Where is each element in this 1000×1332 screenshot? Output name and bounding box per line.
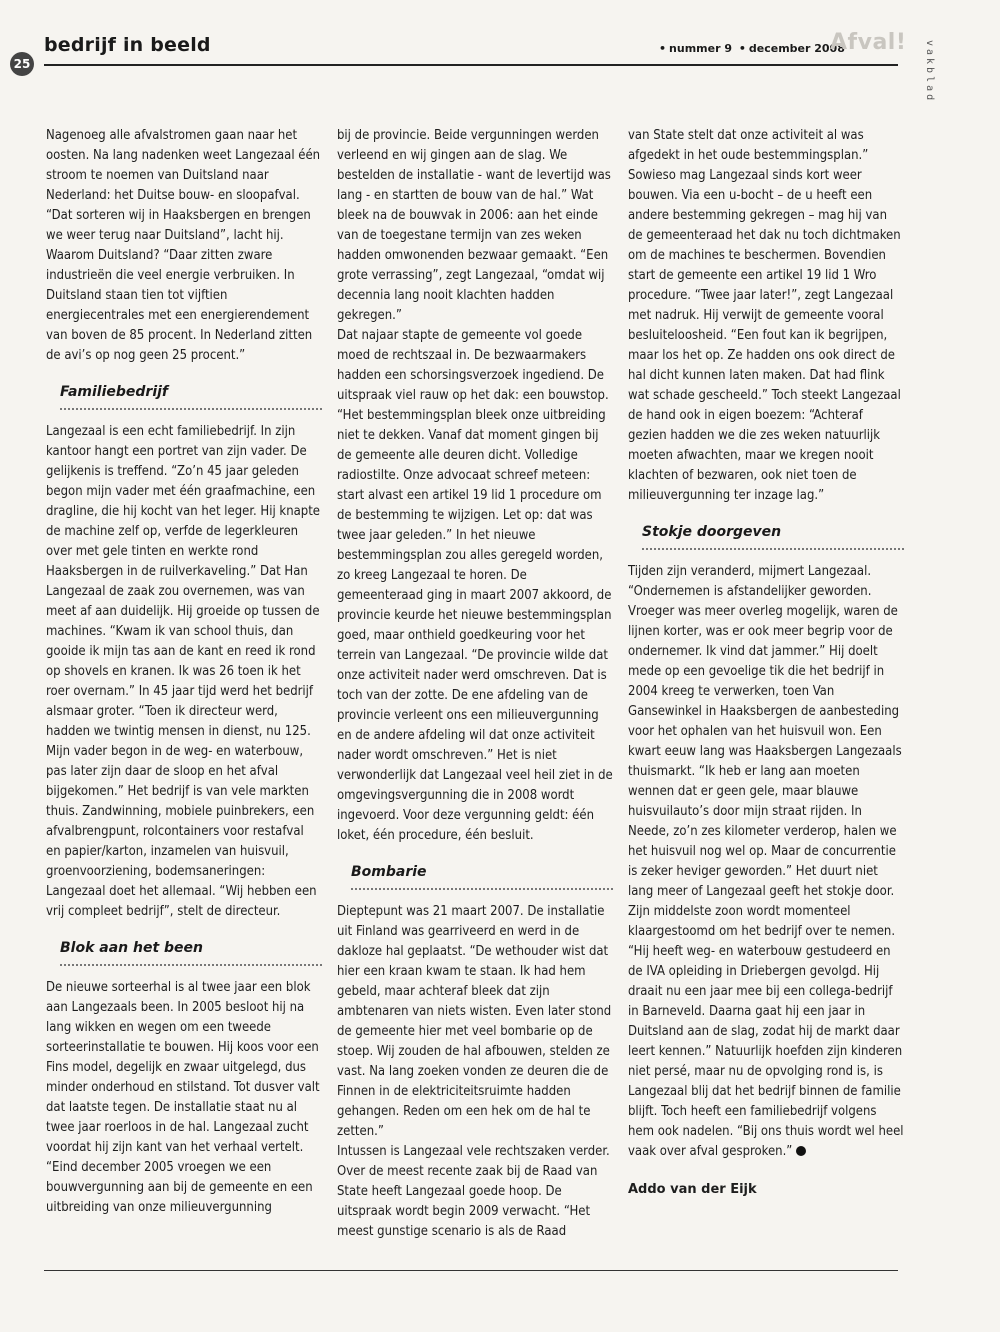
page-number-badge: 25 bbox=[10, 52, 34, 76]
article-column-3 bbox=[628, 126, 904, 1200]
paragraph: Nagenoeg alle afvalstromen gaan naar het oosten. Na lang nadenken weet Langezaal één stroom te noemen van Duitsland naar Nederland: het Duitse bouw- en sloopafval. “Dat sorteren wij in Haaksbergen en brengen we weer terug naar Duitsland”, lacht hij. Waarom Duitsland? “Daar zitten zware industrieën die veel energie verbruiken. In Duitsland staan tien tot vijftien energiecentrales met een energierendement van boven de 85 procent. In Nederland zitten de avi’s op nog geen 25 procent.” bbox=[46, 128, 321, 363]
subheading: Blok aan het been bbox=[60, 940, 204, 956]
paragraph-text: Tijden zijn veranderd, mijmert Langezaal. “Ondernemen is afstandelijker geworden. Vroeger was meer overleg mogelijk, waren de lijnen korter, was er ook meer begrip voor de ondernemer. Ik vind dat jammer.” Hij doelt mede op een gevoelige tik die het bedrijf in 2004 kreeg te verwerken, toen Van Gansewinkel in Haaksbergen de aanbesteding voor het ophalen van het huisvuil won. Een kwart eeuw lang was Haaksbergen Langezaals thuismarkt. “Ik heb er lang aan moeten wennen dat er geen gele, maar blauwe huisvuilauto’s door mijn straat rijden. In Neede, zo’n zes kilometer verderop, halen we het huisvuil nog wel op. Maar de concurrentie is zeker heviger geworden.” Het duurt niet lang meer of Langezaal geeft het stokje door. Zijn middelste zoon wordt momenteel klaargestoomd om het bedrijf over te nemen. “Hij heeft weg- en waterbouw gestudeerd en de IVA opleiding in Driebergen gevolgd. Hij draait nu een jaar mee bij een collega-bedrijf in Barneveld. Daarna gaat hij een jaar in Duitsland aan de slag, zodat hij de markt daar leert kennen.” Natuurlijk hoefden zijn kinderen niet persé, maar nu de opvolging rond is, is Langezaal blij dat het bedrijf binnen de familie blijft. Toch heeft een familiebedrijf volgens hem ook nadelen. “Bij ons thuis wordt wel heel vaak over afval gesproken.” bbox=[628, 564, 904, 1159]
article-column-1 bbox=[46, 126, 322, 1218]
brand-logo: Afval! bbox=[830, 30, 907, 55]
paragraph: Dieptepunt was 21 maart 2007. De installatie uit Finland was gearriveerd en werd in de dakloze hal geplaatst. “De wethouder wist dat hier een kraan kwam te staan. Ik had hem gebeld, maar achteraf bleek dat zijn ambtenaren van niets wisten. Even later stond de gemeente hier met veel bombarie op de stoep. Wij zouden de hal afbouwen, stelden ze vast. Na lang zoeken vonden ze deuren die de Finnen in de elektriciteitsruimte hadden gehangen. Reden om een hek om de hal te zetten.” bbox=[337, 904, 612, 1139]
section-title: bedrijf in beeld bbox=[44, 34, 211, 56]
paragraph: De nieuwe sorteerhal is al twee jaar een blok aan Langezaals been. In 2005 besloot hij na lang wikken en wegen om een tweede sorteerinstallatie te bouwen. Hij koos voor een Fins model, degelijk en zwaar uitgelegd, dus minder onderhoud en stilstand. Tot dusver valt dat laatste tegen. De installatie staat nu al twee jaar roerloos in de hal. Langezaal zucht voordat hij zijn kant van het verhaal vertelt. “Eind december 2005 vroegen we een bouwvergunning aan bij de gemeente en een uitbreiding van onze milieuvergunning bbox=[46, 980, 320, 1215]
author-byline: Addo van der Eijk bbox=[628, 1182, 757, 1197]
subheading: Stokje doorgeven bbox=[642, 524, 782, 540]
paragraph: Intussen is Langezaal vele rechtszaken verder. Over de meest recente zaak bij de Raad van State heeft Langezaal goede hoop. De uitspraak wordt begin 2009 verwacht. “Het meest gunstige scenario is als de Raad bbox=[337, 1144, 610, 1239]
dotted-divider bbox=[60, 964, 322, 966]
dotted-divider bbox=[642, 548, 904, 550]
article-column-2 bbox=[337, 126, 613, 1242]
dotted-divider bbox=[351, 888, 613, 890]
paragraph: bij de provincie. Beide vergunningen werden verleend en wij gingen aan de slag. We bestelden de installatie - want de levertijd was lang - en startten de bouw van de hal.” Wat bleek na de bouwvak in 2006: aan het einde van de toegestane termijn van zes weken hadden omwonenden bezwaar gemaakt. “Een grote verrassing”, zegt Langezaal, “omdat wij decennia lang nooit klachten hadden gekregen.” bbox=[337, 128, 611, 323]
footer-rule bbox=[44, 1270, 898, 1271]
paragraph: Langezaal is een echt familiebedrijf. In zijn kantoor hangt een portret van zijn vader. De gelijkenis is treffend. “Zo’n 45 jaar geleden begon mijn vader met één graafmachine, een dragline, die hij kocht van het leger. Hij knapte de machine zelf op, verfde de legerkleuren over met gele tinten en werkte rond Haaksbergen in de ruilverkaveling.” Dat Han Langezaal de zaak zou overnemen, was van meet af aan duidelijk. Hij groeide op tussen de machines. “Kwam ik van school thuis, dan gooide ik mijn tas aan de kant en reed ik rond op shovels en kranen. Ik was 26 toen ik het roer overnam.” In 45 jaar tijd werd het bedrijf alsmaar groter. “Toen ik directeur werd, hadden we twintig mensen in dienst, nu 125. Mijn vader begon in de weg- en waterbouw, pas later zijn daar de sloop en het afval bijgekomen.” Het bedrijf is van vele markten thuis. Zandwinning, mobiele puinbrekers, een afvalbrengpunt, rolcontainers voor restafval en papier/karton, inzamelen van huisvuil, groenvoorziening, bodemsaneringen: Langezaal doet het allemaal. “Wij hebben een vrij compleet bedrijf”, stelt de directeur. bbox=[46, 424, 320, 919]
paragraph: Dat najaar stapte de gemeente vol goede moed de rechtszaal in. De bezwaarmakers hadden een schorsingsverzoek ingediend. De uitspraak viel rauw op het dak: een bouwstop. “Het bestemmingsplan bleek onze uitbreiding niet te dekken. Vanaf dat moment gingen bij de gemeente alle deuren dicht. Volledige radiostilte. Onze advocaat schreef meteen: start alvast een artikel 19 lid 1 procedure om de bestemming te wijzigen. Let op: dat was twee jaar geleden.” In het nieuwe bestemmingsplan zou alles geregeld worden, zo kreeg Langezaal te horen. De gemeenteraad ging in maart 2007 akkoord, de provincie keurde het nieuwe bestemmingsplan goed, maar onthield goedkeuring voor het terrein van Langezaal. “De provincie wilde dat onze activiteit nader werd omschreven. Dat is toch van der zotte. De ene afdeling van de provincie verleent ons een milieuvergunning en de andere afdeling wil dat onze activiteit nader wordt omschreven.” Het is niet verwonderlijk dat Langezaal veel heil ziet in de omgevingsvergunning die in 2008 wordt ingevoerd. Voor deze vergunning geldt: één loket, één procedure, één besluit. bbox=[337, 328, 613, 843]
end-mark-icon bbox=[796, 1146, 806, 1156]
header-rule bbox=[44, 64, 898, 66]
brand-subtitle: vakblad bbox=[924, 40, 935, 104]
issue-date: december 2008 bbox=[748, 42, 845, 55]
issue-info: • nummer 9 • december 2008 bbox=[659, 42, 845, 55]
issue-number: nummer 9 bbox=[669, 42, 732, 55]
subheading: Bombarie bbox=[351, 864, 427, 880]
subheading: Familiebedrijf bbox=[60, 384, 169, 400]
paragraph: van State stelt dat onze activiteit al was afgedekt in het oude bestemmingsplan.” Sowieso mag Langezaal sinds kort weer bouwen. Via een u-bocht – de u heeft een andere bestemming gekregen – mag hij van de gemeenteraad het dak nu toch dichtmaken om de machines te beschermen. Bovendien start de gemeente een artikel 19 lid 1 Wro procedure. “Twee jaar later!”, zegt Langezaal met nadruk. Hij verwijt de gemeente vooral besluiteloosheid. “Een fout kan ik begrijpen, maar los het op. Ze hadden ons ook direct de hal dicht kunnen laten maken. Dat had flink wat schade gescheeld.” Toch steekt Langezaal de hand ook in eigen boezem: “Achteraf gezien hadden we die zes weken natuurlijk moeten afwachten, maar we kregen nooit klachten of bezwaren, ook niet toen de milieuvergunning ter inzage lag.” bbox=[628, 128, 901, 503]
paragraph bbox=[628, 562, 904, 1162]
dotted-divider bbox=[60, 408, 322, 410]
